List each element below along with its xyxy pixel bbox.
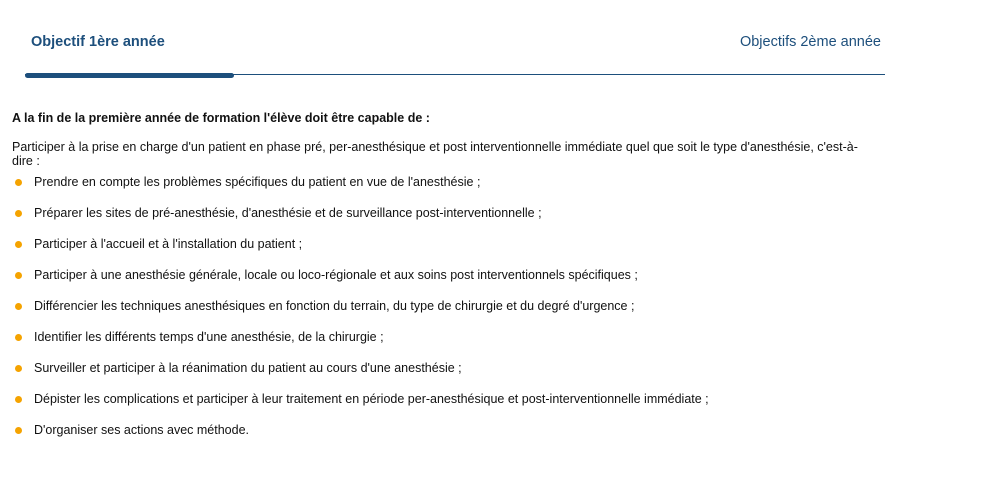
- content-intro: Participer à la prise en charge d'un patient en phase pré, per-anesthésique et post interventionnelle immédiate quel que soit le type d'anesthésie, c'est-à-dire :: [12, 140, 858, 168]
- content-heading: A la fin de la première année de formation l'élève doit être capable de :: [12, 111, 430, 125]
- list-item: [12, 423, 862, 438]
- tab-content: [12, 110, 862, 454]
- list-item-text: Préparer les sites de pré-anesthésie, d'anesthésie et de surveillance post-interventionnelle ;: [34, 206, 542, 220]
- list-item-text: Surveiller et participer à la réanimation du patient au cours d'une anesthésie ;: [34, 361, 462, 375]
- list-item: [12, 175, 862, 190]
- bullet-icon: [15, 303, 22, 310]
- list-item-text: Participer à l'accueil et à l'installation du patient ;: [34, 237, 303, 251]
- list-item-text: Identifier les différents temps d'une anesthésie, de la chirurgie ;: [34, 330, 384, 344]
- list-item-text: D'organiser ses actions avec méthode.: [34, 423, 249, 437]
- bullet-icon: [15, 241, 22, 248]
- bullet-icon: [15, 179, 22, 186]
- list-item: [12, 268, 862, 283]
- list-item: [12, 206, 862, 221]
- list-item: [12, 392, 862, 407]
- list-item: [12, 299, 862, 314]
- list-item: [12, 361, 862, 376]
- list-item-text: Prendre en compte les problèmes spécifiques du patient en vue de l'anesthésie ;: [34, 175, 481, 189]
- bullet-icon: [15, 210, 22, 217]
- active-tab-indicator: [25, 73, 234, 78]
- bullet-icon: [15, 365, 22, 372]
- list-item-text: Dépister les complications et participer à leur traitement en période per-anesthésique et post-interventionnelle immédiate ;: [34, 392, 709, 406]
- tab-objectif-1ere-annee[interactable]: Objectif 1ère année: [31, 34, 165, 50]
- objectives-list: [12, 175, 862, 438]
- list-item: [12, 237, 862, 252]
- bullet-icon: [15, 334, 22, 341]
- bullet-icon: [15, 272, 22, 279]
- bullet-icon: [15, 396, 22, 403]
- list-item: [12, 330, 862, 345]
- tab-objectifs-2eme-annee[interactable]: Objectifs 2ème année: [739, 34, 881, 50]
- tab-bar: [25, 22, 885, 80]
- list-item-text: Participer à une anesthésie générale, locale ou loco-régionale et aux soins post interventionnels spécifiques ;: [34, 268, 638, 282]
- list-item-text: Différencier les techniques anesthésiques en fonction du terrain, du type de chirurgie et du degré d'urgence ;: [34, 299, 635, 313]
- bullet-icon: [15, 427, 22, 434]
